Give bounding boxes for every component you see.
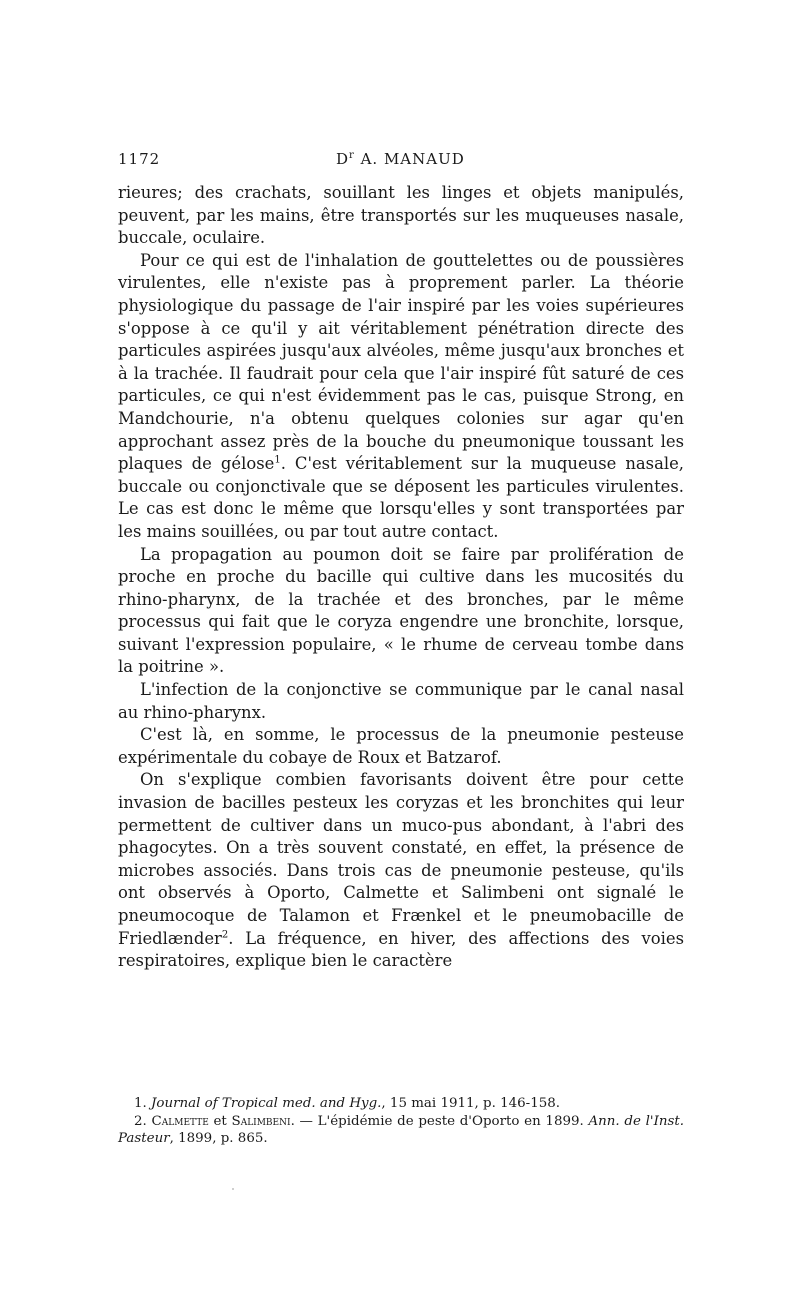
- footnote-1-journal: Journal of Tropical med. and Hyg.: [151, 1096, 382, 1111]
- body-text: [118, 182, 684, 973]
- paragraph-1: rieures; des crachats, souillant les linges et objets manipulés, peuvent, par les mains, être transportés sur les muqueuses nasale, buccale, oculaire.: [118, 183, 684, 248]
- print-speck: [232, 1188, 234, 1190]
- footnote-ref-1: 1: [274, 454, 281, 466]
- footnote-2-rest: . — L'épidémie de peste d'Oporto en 1899.: [290, 1113, 589, 1129]
- page-number: 1172: [118, 150, 161, 168]
- paragraph-2-text: Pour ce qui est de l'inhalation de gouttelettes ou de poussières virulentes, elle n'existe pas à proprement parler. La théorie physiologique du passage de l'air inspiré par les voies supérieures s'oppose à ce qu'il y ait véritablement pénétration directe des particules aspirées jusqu'aux alvéoles, même jusqu'aux bronches et à la trachée. Il faudrait pour cela que l'air inspiré fût saturé de ces particules, ce qui n'est évidemment pas le cas, puisque Strong, en Mandchourie, n'a obtenu quelques colonies sur agar qu'en approchant assez près de la bouche du pneumonique toussant les plaques de gélose: [118, 250, 684, 474]
- paragraph-6-text: On s'explique combien favorisants doivent être pour cette invasion de bacilles pesteux les coryzas et les bronchites qui leur permettent de cultiver dans un muco-pus abondant, à l'abri des phagocytes. On a très souvent constaté, en effet, la présence de microbes associés. Dans trois cas de pneumonie pesteuse, qu'ils ont observés à Oporto, Calmette et Salimbeni ont signalé le pneumocoque de Talamon et Frænkel et le pneumobacille de Friedlænder: [118, 770, 684, 948]
- footnote-ref-2: 2: [221, 929, 229, 941]
- footnote-2-tail: , 1899, p. 865.: [169, 1131, 268, 1146]
- footnotes: [118, 1095, 684, 1148]
- footnote-2-and: et: [208, 1113, 232, 1129]
- paragraph-4: L'infection de la conjonctive se communique par le canal nasal au rhino-pharynx.: [118, 680, 684, 722]
- paragraph-2-continuation: . C'est véritablement sur la muqueuse nasale, buccale ou conjonctivale que se déposent les particules virulentes. Le cas est donc le même que lorsqu'elles y sont transportées par les mains souillées, ou par tout autre contact.: [118, 454, 684, 541]
- paragraph-6: [118, 769, 684, 972]
- paragraph-3: La propagation au poumon doit se faire par prolifération de proche en proche du bacille qui cultive dans les mucosités du rhino-pharynx, de la trachée et des bronches, par le même processus qui fait que le coryza engendre une bronchite, lorsque, suivant l'expression populaire, « le rhume de cerveau tombe dans la poitrine ».: [118, 544, 684, 677]
- running-title-sup: r: [349, 150, 355, 161]
- running-head: [118, 150, 684, 172]
- running-title-prefix: D: [336, 150, 350, 168]
- paragraph-6-continuation: . La fréquence, en hiver, des affections des voies respiratoires, explique bien le caractère: [118, 928, 684, 971]
- footnote-2: [118, 1113, 684, 1148]
- footnote-1-rest: , 15 mai 1911, p. 146-158.: [381, 1096, 561, 1111]
- paragraph-2: [118, 250, 684, 544]
- footnote-1: [118, 1095, 684, 1113]
- footnote-2-author-2: Salimbeni: [231, 1113, 291, 1129]
- footnote-2-journal: Ann. de l'Inst. Pasteur: [118, 1113, 684, 1146]
- running-title-name: A. MANAUD: [354, 150, 465, 168]
- footnote-2-number: 2.: [134, 1113, 147, 1129]
- footnote-2-author-1: Calmette: [151, 1113, 209, 1129]
- footnote-1-number: 1.: [134, 1096, 147, 1111]
- paragraph-5: C'est là, en somme, le processus de la pneumonie pesteuse expérimentale du cobaye de Roux et Batzarof.: [118, 725, 684, 767]
- running-title: [336, 150, 465, 168]
